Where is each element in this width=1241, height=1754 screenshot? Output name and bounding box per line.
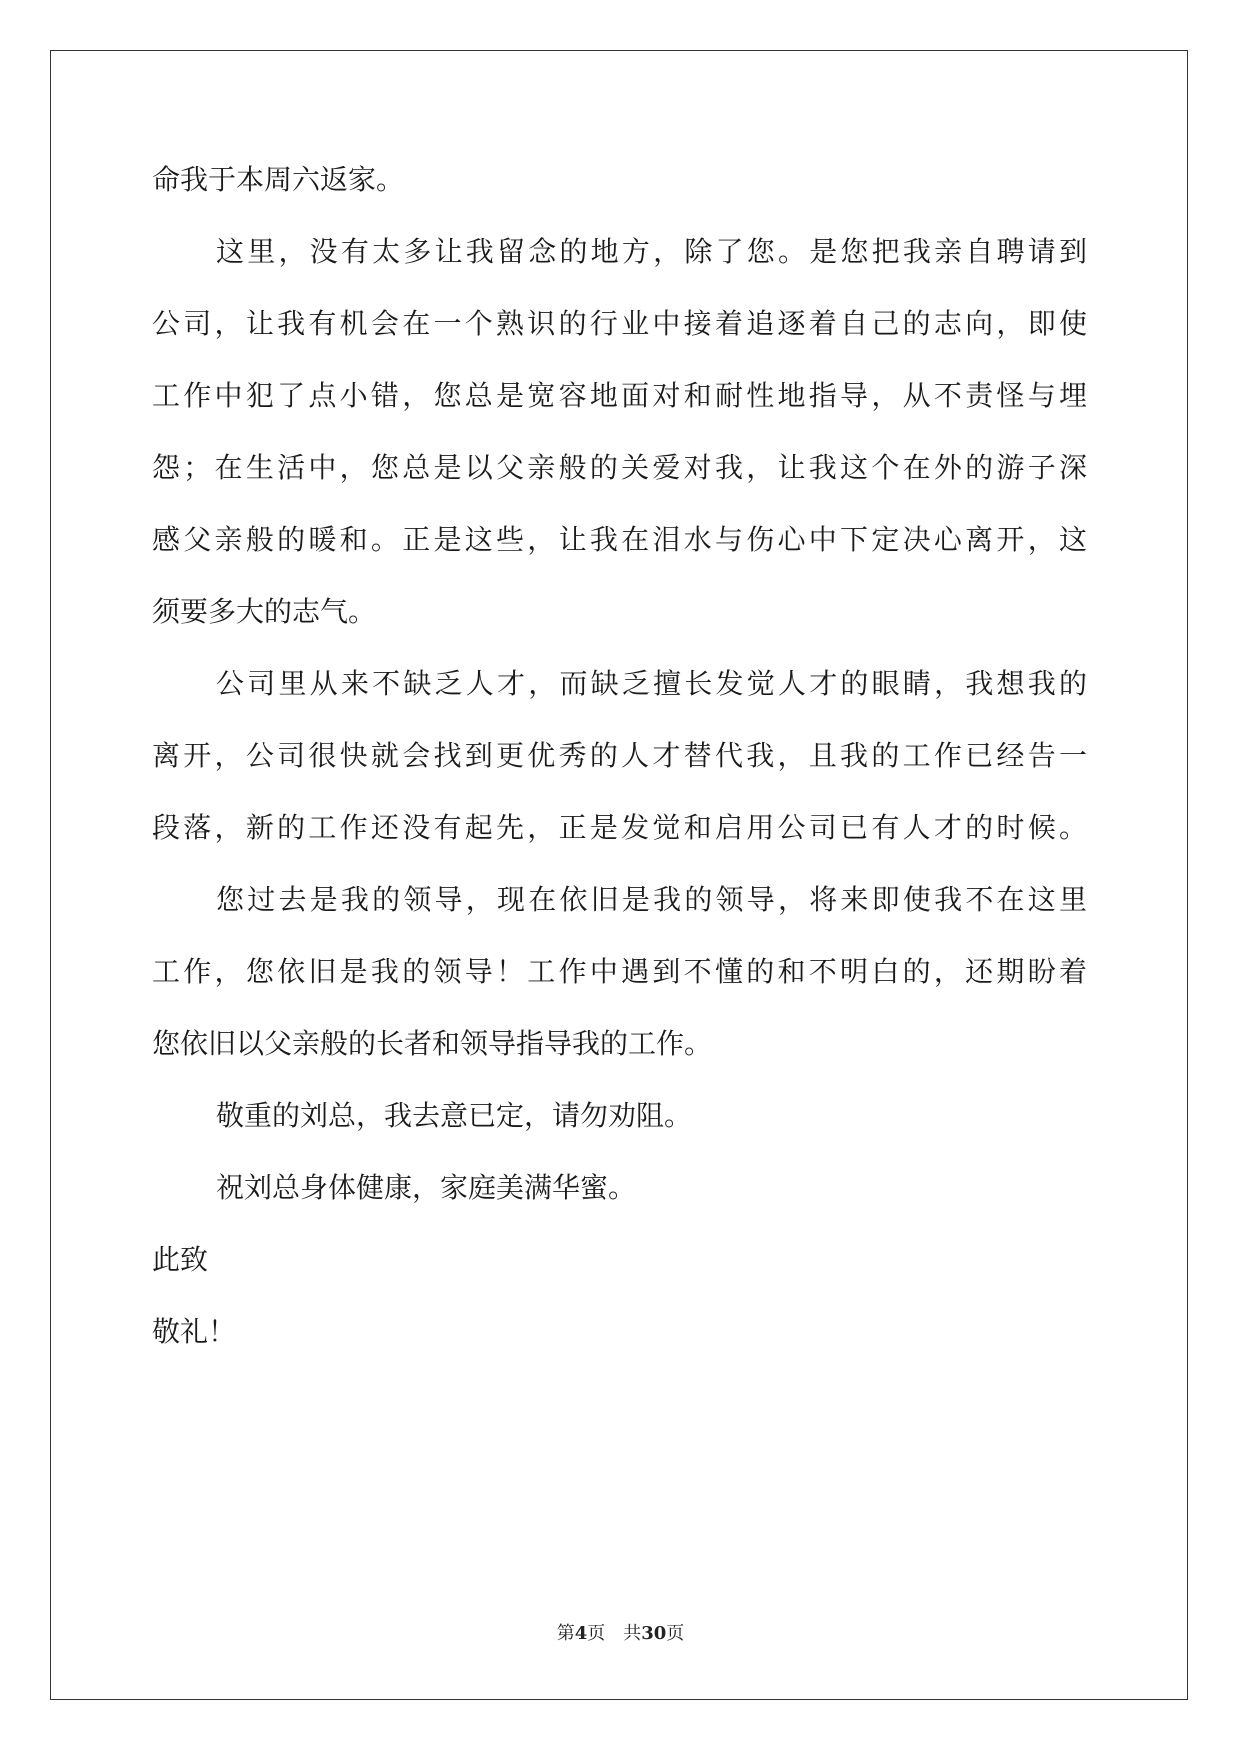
page-number-footer bbox=[0, 1622, 1241, 1646]
letter-line: 须要多大的志气。 bbox=[152, 595, 377, 628]
letter-line: 离开，公司很快就会找到更优秀的人才替代我，且我的工作已经告一 bbox=[152, 739, 1087, 772]
footer-mid: 页 共 bbox=[587, 1623, 642, 1644]
letter-line: 您过去是我的领导，现在依旧是我的领导，将来即使我不在这里 bbox=[216, 883, 1087, 916]
letter-line: 公司，让我有机会在一个熟识的行业中接着追逐着自己的志向，即使 bbox=[152, 307, 1087, 340]
letter-line: 工作中犯了点小错，您总是宽容地面对和耐性地指导，从不责怪与埋 bbox=[152, 379, 1087, 412]
letter-line: 工作，您依旧是我的领导！工作中遇到不懂的和不明白的，还期盼着 bbox=[152, 955, 1087, 988]
letter-line: 段落，新的工作还没有起先，正是发觉和启用公司已有人才的时候。 bbox=[152, 811, 1087, 844]
closing-salutation: 此致 bbox=[152, 1243, 209, 1276]
letter-line: 敬重的刘总，我去意已定，请勿劝阻。 bbox=[216, 1099, 693, 1132]
page-border bbox=[50, 50, 1188, 1700]
closing-regards: 敬礼！ bbox=[152, 1315, 237, 1348]
letter-line: 感父亲般的暖和。正是这些，让我在泪水与伤心中下定决心离开，这 bbox=[152, 523, 1087, 556]
letter-line: 这里，没有太多让我留念的地方，除了您。是您把我亲自聘请到 bbox=[216, 235, 1087, 268]
letter-line: 公司里从来不缺乏人才，而缺乏擅长发觉人才的眼睛，我想我的 bbox=[216, 667, 1087, 700]
footer-suffix: 页 bbox=[666, 1623, 685, 1644]
letter-line: 祝刘总身体健康，家庭美满华蜜。 bbox=[216, 1171, 637, 1204]
current-page-number: 4 bbox=[574, 1623, 588, 1644]
letter-line: 怨；在生活中，您总是以父亲般的关爱对我，让我这个在外的游子深 bbox=[152, 451, 1087, 484]
letter-line: 命我于本周六返家。 bbox=[152, 163, 405, 196]
footer-prefix: 第 bbox=[556, 1623, 575, 1644]
letter-line: 您依旧以父亲般的长者和领导指导我的工作。 bbox=[152, 1027, 713, 1060]
total-page-count: 30 bbox=[641, 1623, 667, 1644]
